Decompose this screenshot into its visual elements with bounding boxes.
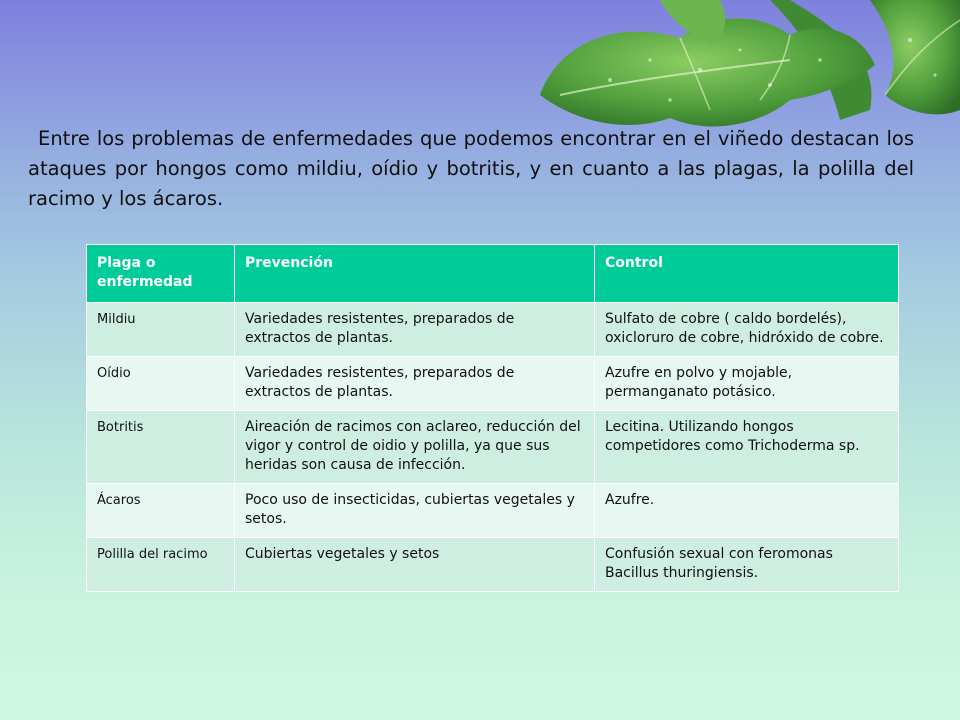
cell-control: Lecitina. Utilizando hongos competidores como Trichoderma sp. xyxy=(595,411,899,484)
vine-leaf-icon xyxy=(540,0,960,135)
header-prevencion: Prevención xyxy=(235,245,595,303)
cell-prevencion: Variedades resistentes, preparados de extractos de plantas. xyxy=(235,303,595,357)
cell-control: Azufre en polvo y mojable, permanganato potásico. xyxy=(595,357,899,411)
cell-plaga: Oídio xyxy=(87,357,235,411)
table-row xyxy=(87,357,899,411)
cell-prevencion: Aireación de racimos con aclareo, reducción del vigor y control de oidio y polilla, ya que sus heridas son causa de infección. xyxy=(235,411,595,484)
cell-control: Sulfato de cobre ( caldo bordelés), oxicloruro de cobre, hidróxido de cobre. xyxy=(595,303,899,357)
cell-plaga: Polilla del racimo xyxy=(87,538,235,592)
table-header-row xyxy=(87,245,899,303)
cell-plaga: Ácaros xyxy=(87,484,235,538)
table-row xyxy=(87,303,899,357)
table-row xyxy=(87,484,899,538)
header-control: Control xyxy=(595,245,899,303)
cell-prevencion: Cubiertas vegetales y setos xyxy=(235,538,595,592)
cell-prevencion: Variedades resistentes, preparados de extractos de plantas. xyxy=(235,357,595,411)
table-row xyxy=(87,411,899,484)
cell-control: Confusión sexual con feromonas Bacillus thuringiensis. xyxy=(595,538,899,592)
header-plaga: Plaga o enfermedad xyxy=(87,245,235,303)
intro-paragraph: Entre los problemas de enfermedades que podemos encontrar en el viñedo destacan los ataques por hongos como mildiu, oídio y botritis, y en cuanto a las plagas, la polilla del racimo y los ácaros. xyxy=(28,127,914,210)
cell-control: Azufre. xyxy=(595,484,899,538)
cell-prevencion: Poco uso de insecticidas, cubiertas vegetales y setos. xyxy=(235,484,595,538)
pest-table xyxy=(86,244,899,592)
table-row xyxy=(87,538,899,592)
cell-plaga: Mildiu xyxy=(87,303,235,357)
cell-plaga: Botritis xyxy=(87,411,235,484)
